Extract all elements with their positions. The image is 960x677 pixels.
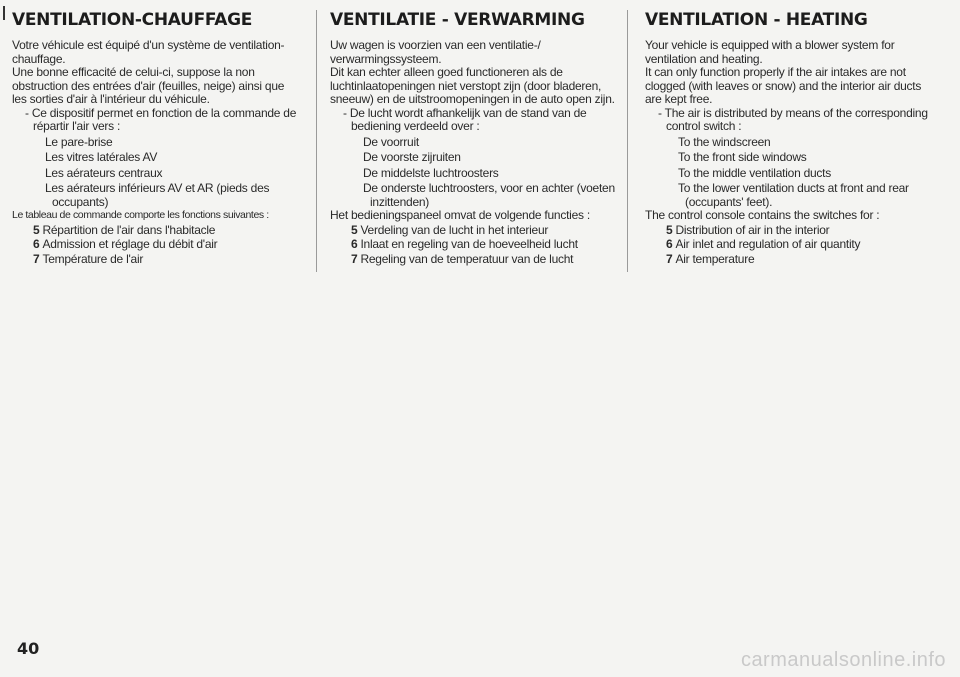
function-item <box>645 253 940 267</box>
function-text: Air inlet and regulation of air quantity <box>675 237 861 251</box>
margin-mark <box>3 6 5 20</box>
intro-line: les sorties d'air à l'intérieur du véhicule. <box>12 92 210 106</box>
outlet-item-continued: (occupants' feet). <box>685 194 773 209</box>
function-number: 6 <box>666 237 673 251</box>
function-number: 7 <box>33 251 40 266</box>
intro-line: Une bonne efficacité de celui-ci, suppose la non <box>12 65 255 79</box>
function-number: 5 <box>351 222 358 237</box>
function-number: 6 <box>351 237 358 251</box>
function-text: Inlaat en regeling van de hoeveelheid lucht <box>360 237 578 251</box>
function-item <box>12 238 302 252</box>
function-text: Air temperature <box>675 251 755 266</box>
intro-line: Dit kan echter alleen goed functioneren als de <box>330 65 563 79</box>
dash-item: - The air is distributed by means of the corresponding <box>658 105 928 120</box>
function-text: Température de l'air <box>42 251 144 266</box>
intro-line: clogged (with leaves or snow) and the interior air ducts <box>645 78 922 93</box>
intro-line: ventilation and heating. <box>645 51 763 66</box>
function-item <box>645 224 940 238</box>
dash-item: - De lucht wordt afhankelijk van de stand van de <box>343 105 587 120</box>
dash-item-continued: control switch : <box>666 119 742 133</box>
dash-item: - Ce dispositif permet en fonction de la commande de <box>25 105 297 120</box>
outlet-item: Le pare-brise <box>45 134 113 149</box>
function-text: Regeling van de temperatuur van de lucht <box>360 251 574 266</box>
outlet-item: De onderste luchtroosters, voor en achter (voeten <box>363 181 615 195</box>
outlet-item: Les aérateurs centraux <box>45 165 163 180</box>
intro-line: Uw wagen is voorzien van een ventilatie-/ <box>330 38 541 52</box>
function-number: 7 <box>666 251 673 266</box>
column-divider <box>316 10 317 272</box>
outlet-item: To the windscreen <box>678 134 771 149</box>
function-number: 5 <box>33 222 40 237</box>
outlet-item-continued: occupants) <box>52 194 109 209</box>
function-item <box>12 224 302 238</box>
intro-line: chauffage. <box>12 51 66 66</box>
function-number: 6 <box>33 237 40 251</box>
function-item <box>645 238 940 252</box>
console-line: Le tableau de commande comporte les fonctions suivantes : <box>12 209 269 221</box>
intro-line: obstruction des entrées d'air (feuilles, neige) ainsi que <box>12 78 285 93</box>
french-column <box>12 10 302 266</box>
intro-line: Votre véhicule est équipé d'un système de ventilation- <box>12 38 285 52</box>
outlet-item: Les aérateurs inférieurs AV et AR (pieds des <box>45 181 270 195</box>
intro-line: sneeuw) en de uitstroomopeningen in de auto open zijn. <box>330 92 615 106</box>
dutch-column <box>330 10 615 266</box>
function-text: Admission et réglage du débit d'air <box>42 237 218 251</box>
function-item <box>330 253 615 267</box>
section-heading: VENTILATION-CHAUFFAGE <box>12 10 253 30</box>
function-text: Distribution of air in the interior <box>675 222 830 237</box>
intro-line: luchtinlaatopeningen niet verstopt zijn (door bladeren, <box>330 78 602 93</box>
section-heading: VENTILATION - HEATING <box>645 10 868 30</box>
watermark: carmanualsonline.info <box>740 649 946 671</box>
outlet-item: De voorste zijruiten <box>363 150 461 164</box>
outlet-item: De voorruit <box>363 134 419 149</box>
intro-line: are kept free. <box>645 92 713 106</box>
outlet-item: To the middle ventilation ducts <box>678 165 832 180</box>
column-divider <box>627 10 628 272</box>
section-heading: VENTILATIE - VERWARMING <box>330 10 585 30</box>
function-number: 5 <box>666 222 673 237</box>
outlet-item: Les vitres latérales AV <box>45 150 158 164</box>
outlet-item-continued: inzittenden) <box>370 194 430 209</box>
dash-item-continued: répartir l'air vers : <box>33 119 121 133</box>
intro-line: Your vehicle is equipped with a blower system for <box>645 38 895 52</box>
function-number: 7 <box>351 251 358 266</box>
function-item <box>330 238 615 252</box>
dash-item-continued: bediening verdeeld over : <box>351 119 480 133</box>
intro-line: verwarmingssysteem. <box>330 51 442 66</box>
page-number: 40 <box>17 639 40 658</box>
function-item <box>330 224 615 238</box>
function-item <box>12 253 302 267</box>
outlet-item: To the front side windows <box>678 150 807 164</box>
console-line: The control console contains the switches for : <box>645 208 880 222</box>
english-column <box>645 10 940 266</box>
function-text: Répartition de l'air dans l'habitacle <box>42 222 216 237</box>
intro-line: It can only function properly if the air intakes are not <box>645 65 906 79</box>
outlet-item: To the lower ventilation ducts at front and rear <box>678 181 909 195</box>
function-text: Verdeling van de lucht in het interieur <box>360 222 549 237</box>
outlet-item: De middelste luchtroosters <box>363 165 499 180</box>
console-line: Het bedieningspaneel omvat de volgende functies : <box>330 208 590 222</box>
